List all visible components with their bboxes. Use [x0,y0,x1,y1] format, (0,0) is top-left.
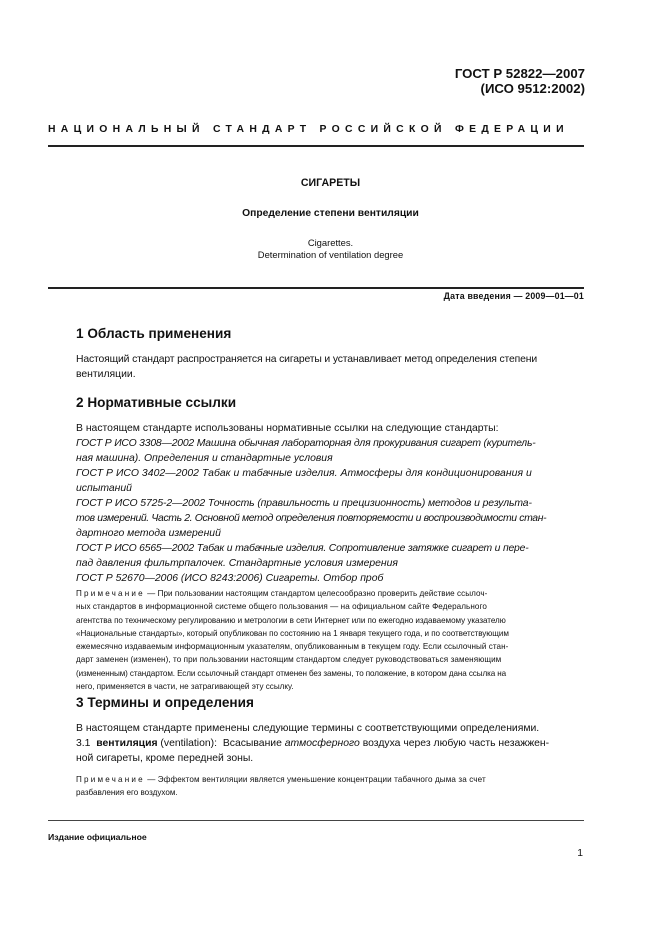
text-line: В настоящем стандарте применены следующие термины с соответствующими определениями. [76,723,540,734]
english-title-block [0,237,661,261]
edition-label: Издание официальное [48,832,147,842]
english-subtitle: Determination of ventilation degree [257,249,404,260]
standard-number-block [455,66,585,96]
reference-line: испытаний [76,483,132,494]
note-label: Примечание [76,775,145,784]
note-line: агентства по техническому регулированию и метрологии в сети Интернет или по ежегодно издаваемому указателю [76,615,506,625]
section-2-note [76,587,584,693]
page-number: 1 [577,848,583,859]
note-line: ежемесячно издаваемым информационным указателям, опубликованным в текущем году. Если ссылочный стан- [76,642,509,652]
note-text: — При пользовании настоящим стандартом целесообразно проверить действие ссылоч- [144,589,488,598]
bottom-rule [48,820,584,821]
reference-line: ГОСТ Р ИСО 6565—2002 Табак и табачные изделия. Сопротивление затяжке сигарет и пере- [76,543,529,554]
english-title: Cigarettes. [307,237,354,248]
reference-line: тов измерений. Часть 2. Основной метод определения повторяемости и воспроизводимости стан- [76,513,547,524]
definition-text: Всасывание [222,738,285,749]
text-line: вентиляции. [76,369,136,380]
section-2-heading: 2 Нормативные ссылки [76,395,237,410]
document-title: СИГАРЕТЫ [300,177,361,189]
national-standard-title: НАЦИОНАЛЬНЫЙ СТАНДАРТ РОССИЙСКОЙ ФЕДЕРАЦИИ [48,124,569,135]
note-line: него, применяется в части, не затрагивающей эту ссылку. [76,682,294,692]
section-3-note [76,773,584,800]
reference-line: ная машина). Определения и стандартные условия [76,453,333,464]
note-line [76,773,584,786]
reference-line: пад давления фильтрпалочек. Стандартные условия измерения [76,558,398,569]
note-label: Примечание [76,589,145,598]
section-1-text [76,352,537,382]
text-line: В настоящем стандарте использованы нормативные ссылки на следующие стандарты: [76,423,499,434]
document-subtitle: Определение степени вентиляции [242,208,419,219]
section-3-text [76,721,586,766]
reference-line: дартного метода измерений [76,528,221,539]
term-number: 3.1 [76,738,91,749]
section-3-heading: 3 Термины и определения [76,695,254,710]
section-1-heading: 1 Область применения [76,326,232,341]
text-line: Настоящий стандарт распространяется на сигареты и устанавливает метод определения степени [76,354,538,365]
note-line: дарт заменен (изменен), то при пользовании настоящим стандартом следует руководствоваться заменяющим [76,655,502,665]
standard-number: ГОСТ Р 52822—2007 [454,66,585,81]
note-line: разбавления его воздухом. [76,788,178,798]
reference-line: ГОСТ Р ИСО 3402—2002 Табак и табачные изделия. Атмосферы для кондиционирования и [76,468,532,479]
note-line: (измененным) стандартом. Если ссылочный стандарт отменен без замены, то положение, в котором дана ссылка на [76,668,507,678]
section-2-text [76,421,586,586]
reference-line: ГОСТ Р ИСО 3308—2002 Машина обычная лабораторная для прокуривания сигарет (куритель- [76,438,536,449]
reference-line: ГОСТ Р ИСО 5725-2—2002 Точность (правильность и прецизионность) методов и результа- [76,498,532,509]
middle-rule [48,287,584,289]
term-definition-line [76,736,586,751]
iso-number: (ИСО 9512:2002) [480,81,585,96]
definition-text: воздуха через любую часть незажжен- [359,738,550,749]
note-line [76,587,584,600]
note-text: — Эффектом вентиляции является уменьшение концентрации табачного дыма за счет [144,775,486,784]
term-english: (ventilation): [160,738,218,749]
definition-italic: атмосферного [284,738,360,749]
note-line: «Национальные стандарты», который опубликован по состоянию на 1 января текущего года, и по соответствующим [76,628,509,638]
reference-line: ГОСТ Р 52670—2006 (ИСО 8243:2006) Сигареты. Отбор проб [76,573,384,584]
introduction-date: Дата введения — 2009—01—01 [443,291,584,301]
top-rule [48,145,584,147]
text-line: ной сигареты, кроме передней зоны. [76,753,254,764]
term: вентиляция [96,738,158,749]
note-line: ных стандартов в информационной системе общего пользования — на официальном сайте Федерального [76,602,487,612]
